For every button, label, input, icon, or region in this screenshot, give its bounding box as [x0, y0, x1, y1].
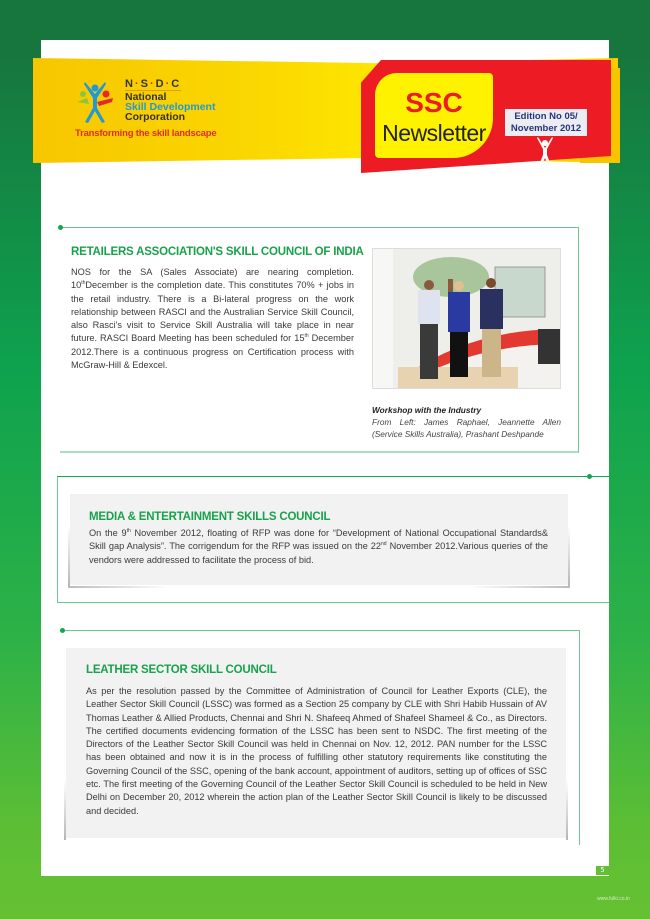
box-shadow-left [68, 525, 70, 587]
workshop-photo-image [373, 249, 561, 389]
section-text-rasci: NOS for the SA (Sales Associate) are nearing completion. 10thDecember is the completion date. This constitutes 70% + jobs in the retail industry. There is a Bi-lateral progress on the work relationship between RASCI and the Australian Service Skill Council, also Rasci's visit to Service Skill Australia will take place in near future. RASCI Board Meeting has been scheduled for 15th December 2012.There is a continuous progress on Certification process with McGraw-Hill & Edexcel. [71, 267, 355, 371]
section-marker-dot [60, 628, 65, 633]
box-shadow-right [568, 525, 570, 587]
page-number: 5 [596, 866, 609, 875]
box-shadow-bottom-right [470, 586, 570, 588]
photo-caption-text: From Left: James Raphael, Jeannette Allen (Service Skills Australia), Prashant Deshpande [372, 417, 561, 439]
section-heading-rasci: RETAILERS ASSOCIATION'S SKILL COUNCIL OF INDIA [71, 246, 364, 258]
nsdc-acronym: N·S·D·C [125, 78, 182, 90]
nsdc-logo [75, 78, 245, 142]
box-shadow-right [566, 780, 568, 840]
edition-number: Edition No 05/ [514, 111, 578, 122]
logo-line-national: National [125, 91, 167, 103]
photo-caption-title: Workshop with the Industry [372, 405, 482, 415]
footer-url[interactable]: www.fulki.co.in [597, 896, 630, 902]
logo-line-corporation: Corporation [125, 111, 186, 123]
newsletter-subtitle: Newsletter [382, 120, 486, 146]
photo-caption [372, 404, 561, 440]
logo-line-skill-development: Skill Development [125, 101, 216, 113]
section-heading-leather: LEATHER SECTOR SKILL COUNCIL [86, 664, 277, 676]
section-text-media: On the 9th November 2012, floating of RFP was done for “Development of National Occupational Standards& Skill gap Analysis”. The corrigendum for the RFP was issued on the 22nd November 2012.Various queries of the vendors were addressed to facilitate the process of bid. [89, 527, 548, 565]
nsdc-figures-icon [75, 80, 115, 124]
section-marker-dot [58, 225, 63, 230]
section-marker-dot [587, 474, 592, 479]
newsletter-title: SSC [405, 87, 463, 118]
edition-date: November 2012 [510, 123, 582, 134]
workshop-photo [372, 248, 561, 389]
box-shadow-bottom-left [68, 586, 168, 588]
edition-label [505, 109, 587, 136]
section-text-leather: As per the resolution passed by the Committee of Administration of Council for Leather Exports (CLE), the Leather Sector Skill Council (LSSC) was formed as a Section 25 company by CLE with Shri Habib Hussain of AV Thomas Leather & Allied Products, Chennai and Shri N. Shafeeq Ahmed of Shafeel Shameel & Co., as Directors. The certified documents evidencing formation of the LSSC has been sent to NSDC. The first meeting of the Directors of the Leather Sector Skill Council was held in Chennai on Nov. 12, 2012. PAN number for the LSSC has been obtained and now it is in the process of fulfilling other statutory requirements like constituting the Governing Council of the SSC, opening of the bank account, appointment of auditors, setting up of offices of SSC etc. The first meeting of the Governing Council of the Leather Sector Skill Council is scheduled to be held in New Delhi on December 20, 2012 wherein the action plan of the Leather Sector Skill Council is likely to be discussed and decided. [86, 686, 547, 816]
section-heading-media: MEDIA & ENTERTAINMENT SKILLS COUNCIL [89, 511, 331, 523]
box-shadow-left [64, 780, 66, 840]
logo-tagline: Transforming the skill landscape [75, 128, 217, 139]
person-holding-sign-icon [535, 137, 555, 169]
